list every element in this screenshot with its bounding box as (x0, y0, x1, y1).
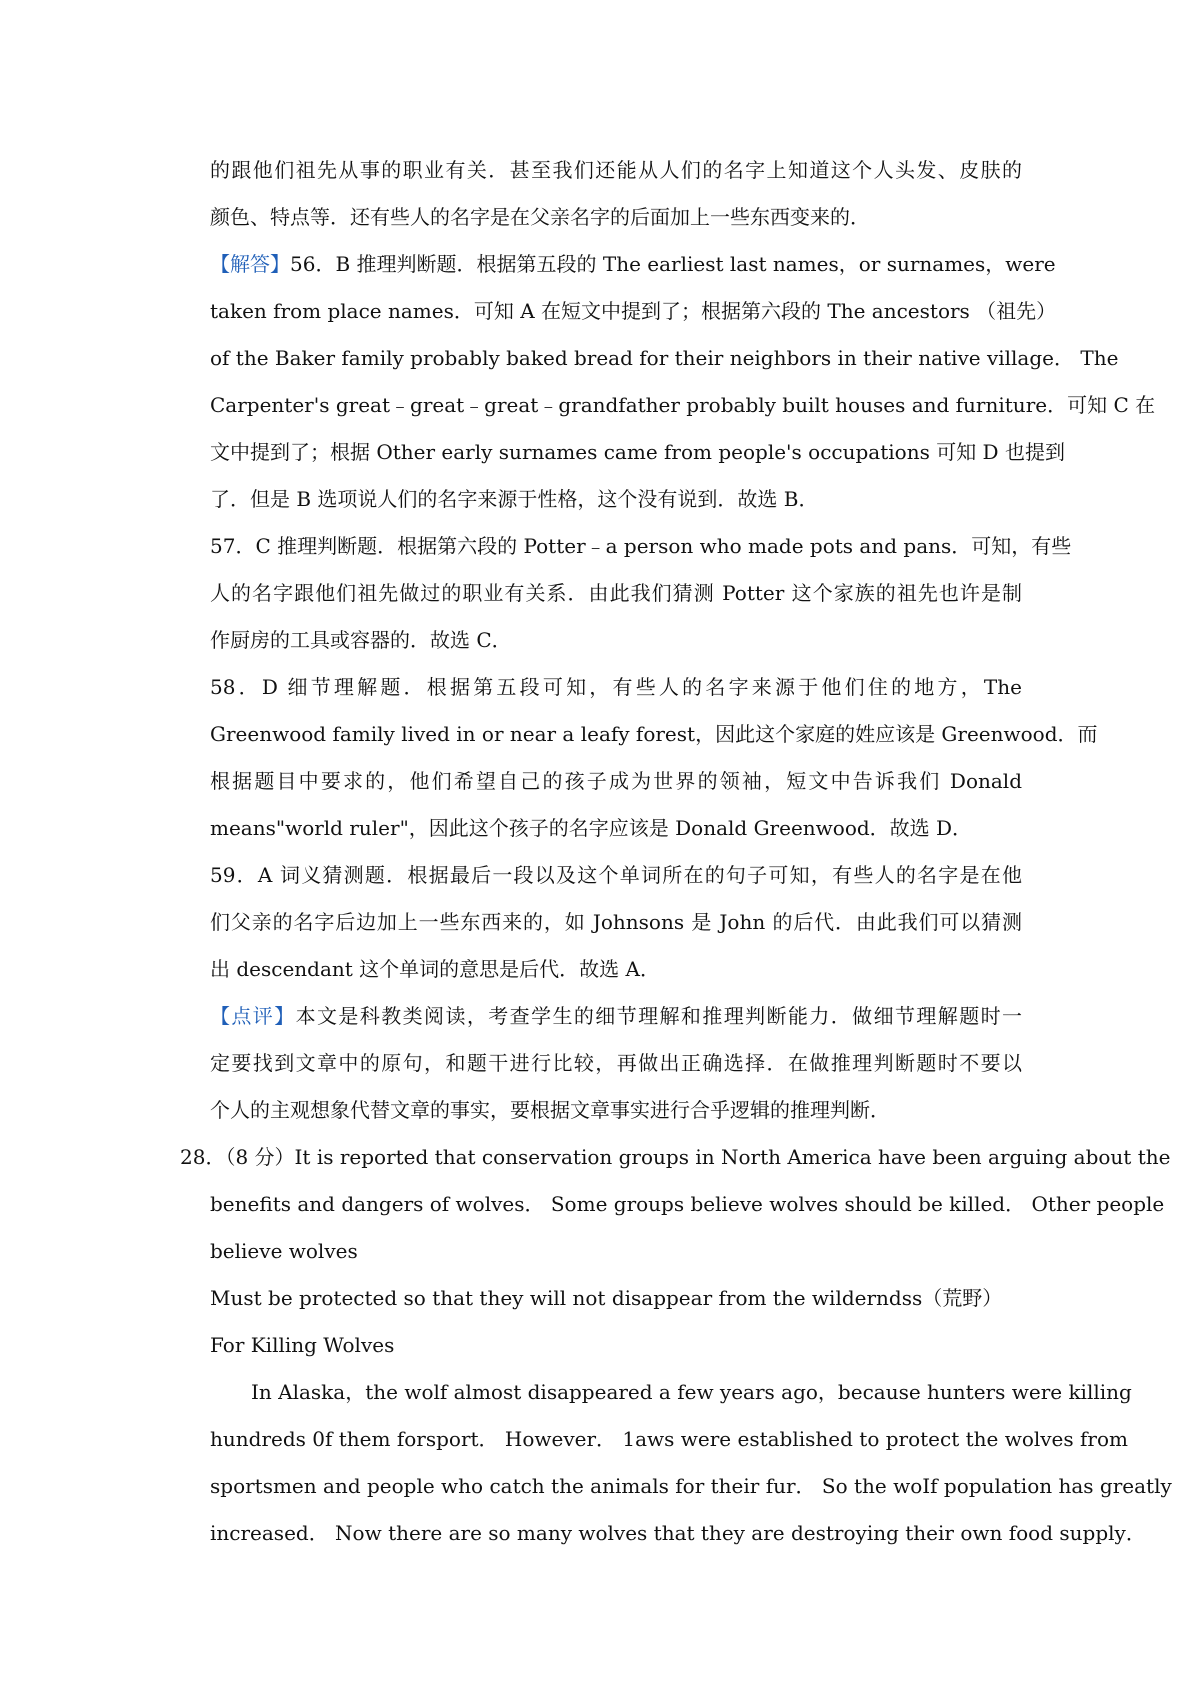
question-line: 28．（8 分）It is reported that conservation groups in North America have been arguing about the (180, 1145, 1171, 1169)
comment-tag: 【点评】 (210, 1004, 296, 1028)
text-line: 们父亲的名字后边加上一些东西来的，如 Johnsons 是 John 的后代．由此我们可以猜测 (210, 910, 1022, 934)
section-heading: For Killing Wolves (210, 1333, 395, 1357)
text-line: 颜色、特点等．还有些人的名字是在父亲名字的后面加上一些东西变来的． (210, 205, 870, 229)
text-line: 文中提到了；根据 Other early surnames came from people's occupations 可知 D 也提到 (210, 440, 1065, 464)
text-line: 出 descendant 这个单词的意思是后代．故选 A． (210, 957, 660, 981)
text-span: 56．B 推理判断题．根据第五段的 The earliest last names，or surnames，were (290, 252, 1056, 276)
text-line: Must be protected so that they will not disappear from the wilderndss（荒野） (210, 1286, 1003, 1310)
text-line: 57．C 推理判断题．根据第六段的 Potter﹣a person who made pots and pans．可知，有些 (210, 534, 1072, 558)
text-line: 根据题目中要求的，他们希望自己的孩子成为世界的领袖，短文中告诉我们 Donald (210, 769, 1022, 793)
text-line: increased． Now there are so many wolves that they are destroying their own food supply． (210, 1521, 1146, 1545)
text-line: means"world ruler"，因此这个孩子的名字应该是 Donald Greenwood．故选 D． (210, 816, 973, 840)
answer-tag: 【解答】 (210, 252, 290, 276)
text-line: 的跟他们祖先从事的职业有关．甚至我们还能从人们的名字上知道这个人头发、皮肤的 (210, 158, 1022, 182)
comment-line (210, 1002, 1022, 1030)
text-line: taken from place names．可知 A 在短文中提到了；根据第六段的 The ancestors （祖先） (210, 299, 1057, 323)
text-line: 个人的主观想象代替文章的事实，要根据文章事实进行合乎逻辑的推理判断． (210, 1098, 890, 1122)
text-line: sportsmen and people who catch the animals for their fur． So the woIf population has greatly (210, 1474, 1172, 1498)
text-line: In Alaska，the wolf almost disappeared a few years ago，because hunters were killing (251, 1380, 1132, 1404)
answer-line (210, 250, 1056, 278)
text-line: 定要找到文章中的原句，和题干进行比较，再做出正确选择．在做推理判断题时不要以 (210, 1051, 1022, 1075)
text-line: of the Baker family probably baked bread for their neighbors in their native village． The (210, 346, 1119, 370)
text-line: Carpenter's great﹣great﹣great﹣grandfather probably built houses and furniture．可知 C 在 (210, 393, 1156, 417)
text-line: 作厨房的工具或容器的．故选 C． (210, 628, 512, 652)
text-line: 58．D 细节理解题．根据第五段可知，有些人的名字来源于他们住的地方，The (210, 675, 1022, 699)
text-span: 本文是科教类阅读，考查学生的细节理解和推理判断能力．做细节理解题时一 (295, 1004, 1023, 1028)
text-line: 了．但是 B 选项说人们的名字来源于性格，这个没有说到．故选 B． (210, 487, 819, 511)
text-line: benefits and dangers of wolves． Some groups believe wolves should be killed． Other people (210, 1192, 1165, 1216)
text-line: Greenwood family lived in or near a leafy forest，因此这个家庭的姓应该是 Greenwood．而 (210, 722, 1098, 746)
text-line: hundreds 0f them forsport． However． 1aws were established to protect the wolves from (210, 1427, 1128, 1451)
text-line: 人的名字跟他们祖先做过的职业有关系．由此我们猜测 Potter 这个家族的祖先也许是制 (210, 581, 1022, 605)
text-line: 59．A 词义猜测题．根据最后一段以及这个单词所在的句子可知，有些人的名字是在他 (210, 863, 1022, 887)
text-line: believe wolves (210, 1239, 358, 1263)
